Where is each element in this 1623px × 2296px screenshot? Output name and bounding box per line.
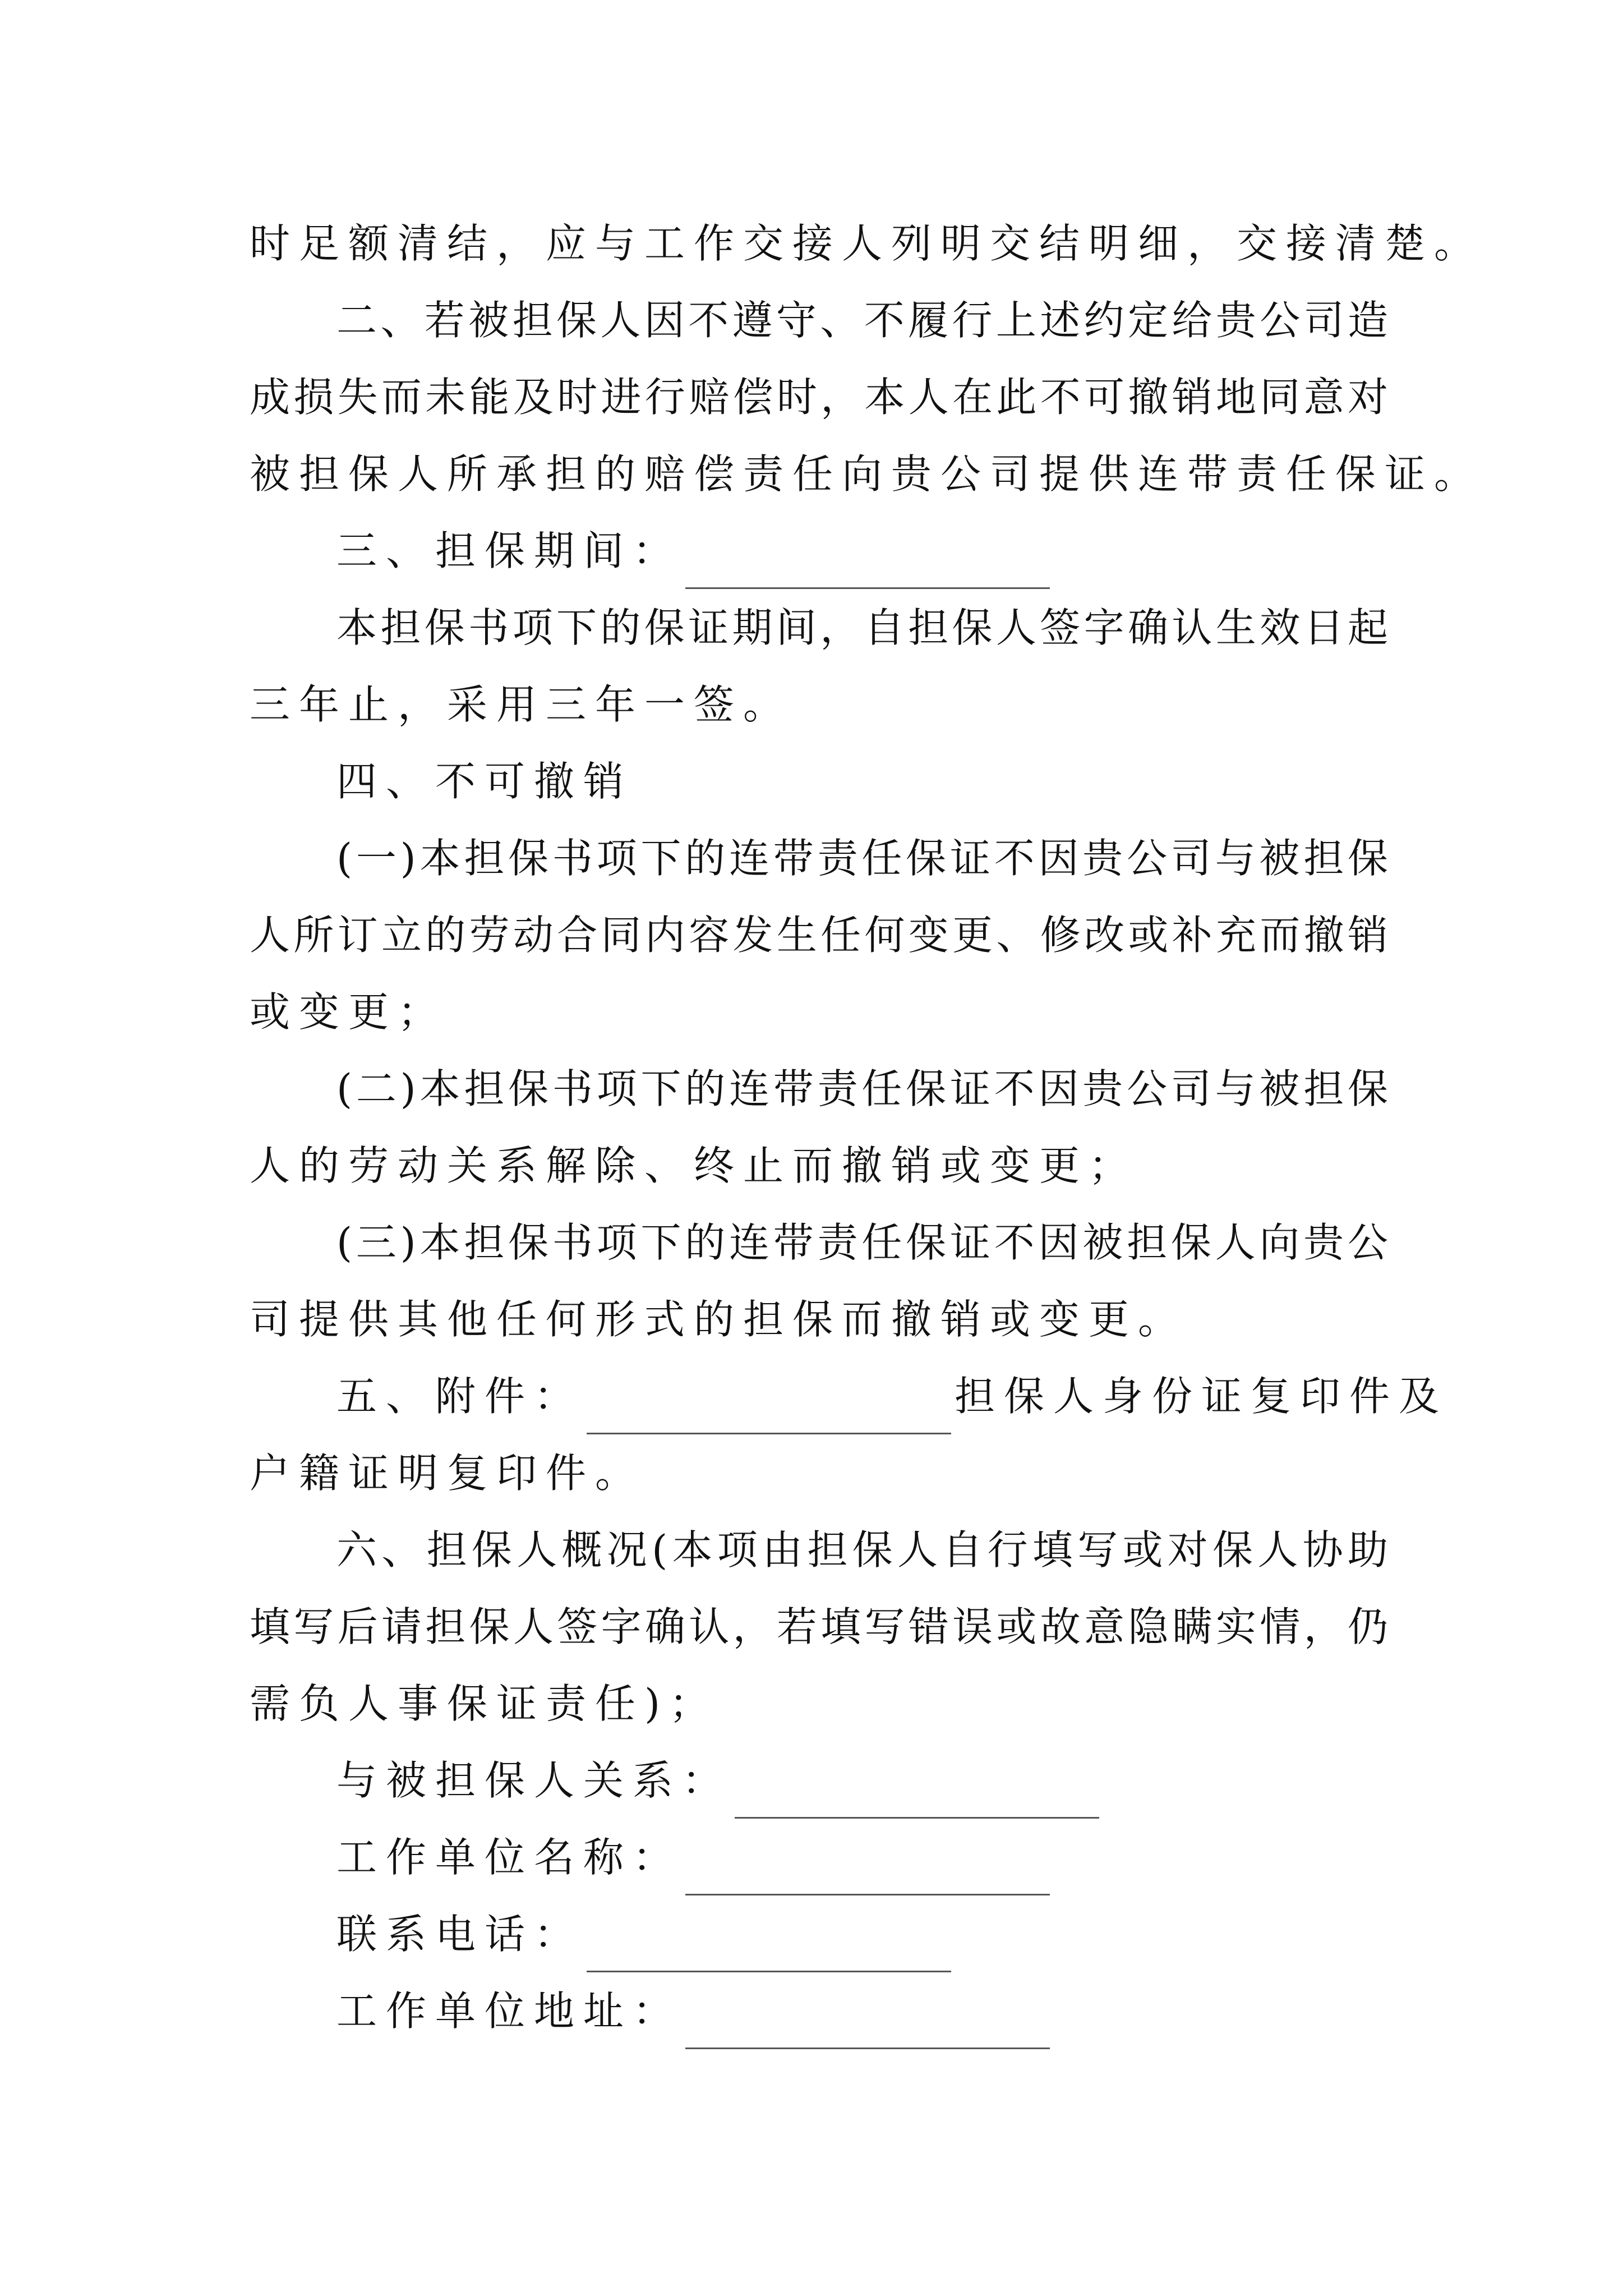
line-text: 成损失而未能及时进行赔偿时，本人在此不可撤销地同意对 — [250, 374, 1388, 421]
section-heading — [336, 743, 1388, 820]
line-text: 人的劳动关系解除、终止而撤销或变更； — [250, 1142, 1138, 1189]
line-text: 或变更； — [250, 988, 448, 1036]
line-text: (三)本担保书项下的连带责任保证不因被担保人向贵公 — [336, 1219, 1388, 1266]
paragraph-line — [336, 1512, 1388, 1588]
paragraph-line — [250, 1128, 1388, 1204]
paragraph-line — [250, 359, 1388, 435]
field-suffix: 担保人身份证复印件及 — [955, 1373, 1449, 1420]
paragraph-line — [336, 590, 1388, 666]
line-text: 时足额清结，应与工作交接人列明交结明细，交接清楚。 — [250, 220, 1484, 267]
field-label: 联系电话： — [336, 1911, 584, 1958]
field-label: 三、担保期间： — [336, 527, 683, 574]
line-text: 司提供其他任何形式的担保而撤销或变更。 — [250, 1296, 1188, 1343]
employer-address-blank[interactable] — [685, 2004, 1050, 2049]
paragraph-line — [250, 897, 1388, 973]
line-text: (一)本担保书项下的连带责任保证不因贵公司与被担保 — [336, 835, 1388, 882]
guarantee-period-blank[interactable] — [685, 544, 1050, 589]
paragraph-line — [336, 282, 1388, 358]
paragraph-line — [336, 1051, 1388, 1127]
attachment-blank[interactable] — [587, 1389, 951, 1434]
line-text: 需负人事保证责任)； — [250, 1680, 719, 1727]
field-phone — [336, 1896, 1388, 1972]
field-attachment — [336, 1358, 1449, 1434]
paragraph-line — [250, 205, 1484, 282]
field-label: 工作单位地址： — [336, 1987, 683, 2035]
paragraph-line — [336, 1204, 1388, 1281]
line-text: 四、不可撤销 — [336, 758, 633, 805]
line-text: 三年止，采用三年一签。 — [250, 681, 793, 728]
field-relationship — [336, 1742, 1388, 1819]
field-employer-name — [336, 1819, 1388, 1895]
field-employer-address — [336, 1973, 1388, 2049]
field-label: 工作单位名称： — [336, 1834, 683, 1881]
paragraph-line — [250, 1281, 1388, 1358]
field-label: 五、附件： — [336, 1373, 584, 1420]
field-label: 与被担保人关系： — [336, 1757, 732, 1804]
line-text: 本担保书项下的保证期间，自担保人签字确认生效日起 — [336, 604, 1388, 651]
paragraph-line — [336, 820, 1388, 896]
field-guarantee-period — [336, 513, 1388, 589]
line-text: 六、担保人概况(本项由担保人自行填写或对保人协助 — [336, 1526, 1388, 1573]
employer-name-blank[interactable] — [685, 1850, 1050, 1895]
phone-blank[interactable] — [587, 1927, 951, 1972]
line-text: 户籍证明复印件。 — [250, 1450, 645, 1497]
paragraph-line — [250, 974, 1388, 1050]
line-text: (二)本担保书项下的连带责任保证不因贵公司与被担保 — [336, 1065, 1388, 1112]
paragraph-line — [250, 436, 1484, 512]
line-text: 被担保人所承担的赔偿责任向贵公司提供连带责任保证。 — [250, 450, 1484, 498]
paragraph-line — [250, 1435, 1388, 1511]
paragraph-line — [250, 1589, 1388, 1665]
line-text: 人所订立的劳动合同内容发生任何变更、修改或补充而撤销 — [250, 912, 1388, 959]
paragraph-line — [250, 666, 1388, 743]
line-text: 填写后请担保人签字确认，若填写错误或故意隐瞒实情，仍 — [250, 1603, 1388, 1650]
line-text: 二、若被担保人因不遵守、不履行上述约定给贵公司造 — [336, 297, 1388, 344]
paragraph-line — [250, 1665, 1388, 1742]
relationship-blank[interactable] — [735, 1773, 1099, 1819]
